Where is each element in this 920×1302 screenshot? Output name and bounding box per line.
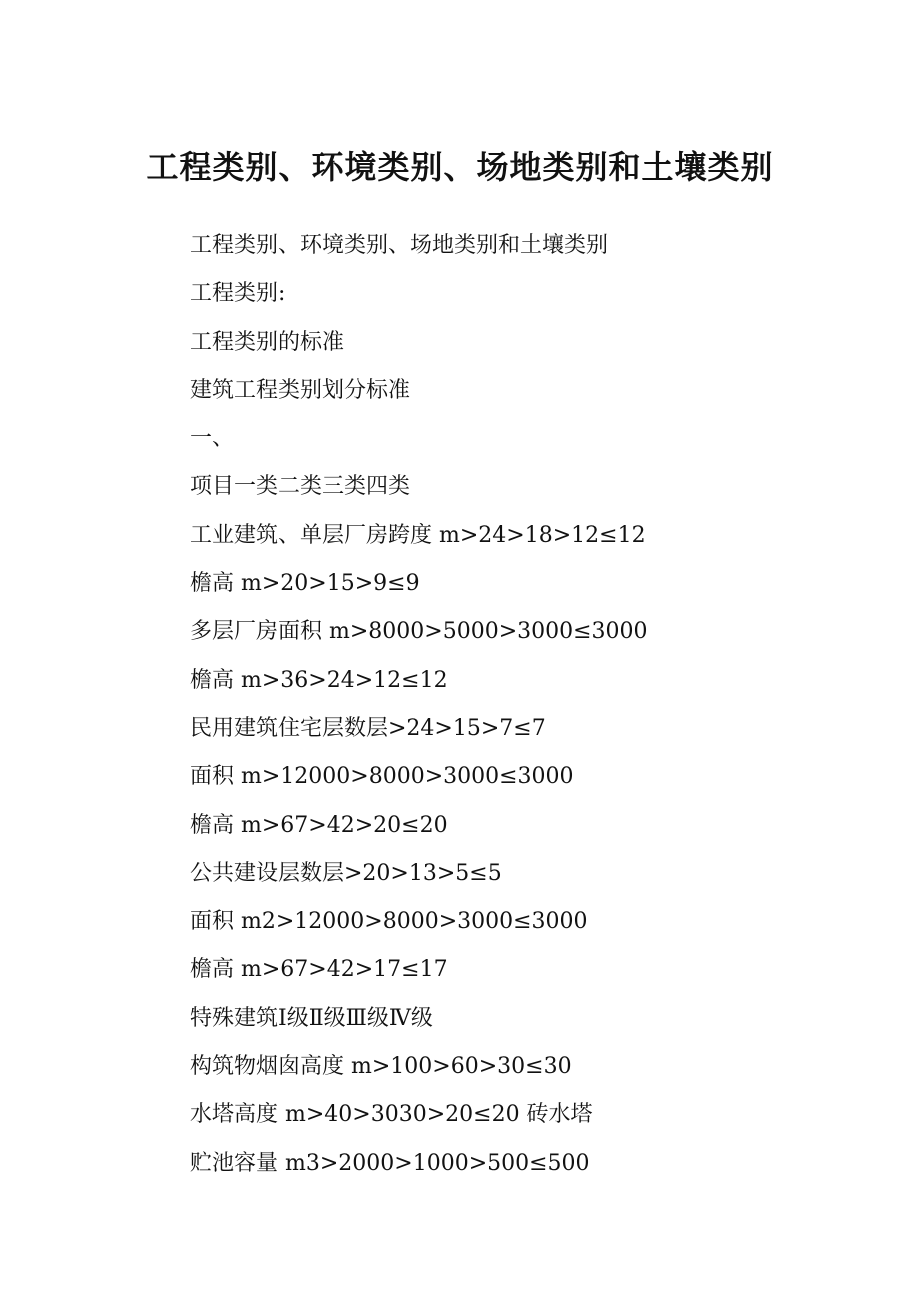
paragraph-line: 面积 m2>12000>8000>3000≤3000 <box>190 909 588 935</box>
paragraph-line: 建筑工程类别划分标准 <box>190 377 411 403</box>
paragraph-line: 多层厂房面积 m>8000>5000>3000≤3000 <box>190 619 648 645</box>
paragraph-line: 檐高 m>67>42>17≤17 <box>190 957 448 983</box>
paragraph-line: 檐高 m>36>24>12≤12 <box>190 667 448 693</box>
paragraph-line: 檐高 m>20>15>9≤9 <box>190 571 420 597</box>
paragraph-line: 水塔高度 m>40>3030>20≤20 砖水塔 <box>190 1102 593 1128</box>
document-body <box>190 222 890 1188</box>
paragraph-line: 面积 m>12000>8000>3000≤3000 <box>190 764 574 790</box>
paragraph-line: 特殊建筑Ⅰ级Ⅱ级Ⅲ级Ⅳ级 <box>190 1005 433 1031</box>
paragraph-line: 工程类别、环境类别、场地类别和土壤类别 <box>190 233 609 258</box>
document-title: 工程类别、环境类别、场地类别和土壤类别 <box>146 148 774 186</box>
paragraph-line: 构筑物烟囱高度 m>100>60>30≤30 <box>190 1054 572 1080</box>
paragraph-line: 工业建筑、单层厂房跨度 m>24>18>12≤12 <box>190 522 646 548</box>
paragraph-line: 项目一类二类三类四类 <box>190 474 411 500</box>
paragraph-line: 檐高 m>67>42>20≤20 <box>190 812 448 838</box>
paragraph-line: 一、 <box>190 426 235 452</box>
paragraph-line: 公共建设层数层>20>13>5≤5 <box>190 860 502 886</box>
paragraph-line: 贮池容量 m3>2000>1000>500≤500 <box>190 1150 590 1176</box>
paragraph-line: 民用建筑住宅层数层>24>15>7≤7 <box>190 715 546 741</box>
paragraph-line: 工程类别: <box>190 281 286 307</box>
paragraph-line: 工程类别的标准 <box>190 329 345 355</box>
